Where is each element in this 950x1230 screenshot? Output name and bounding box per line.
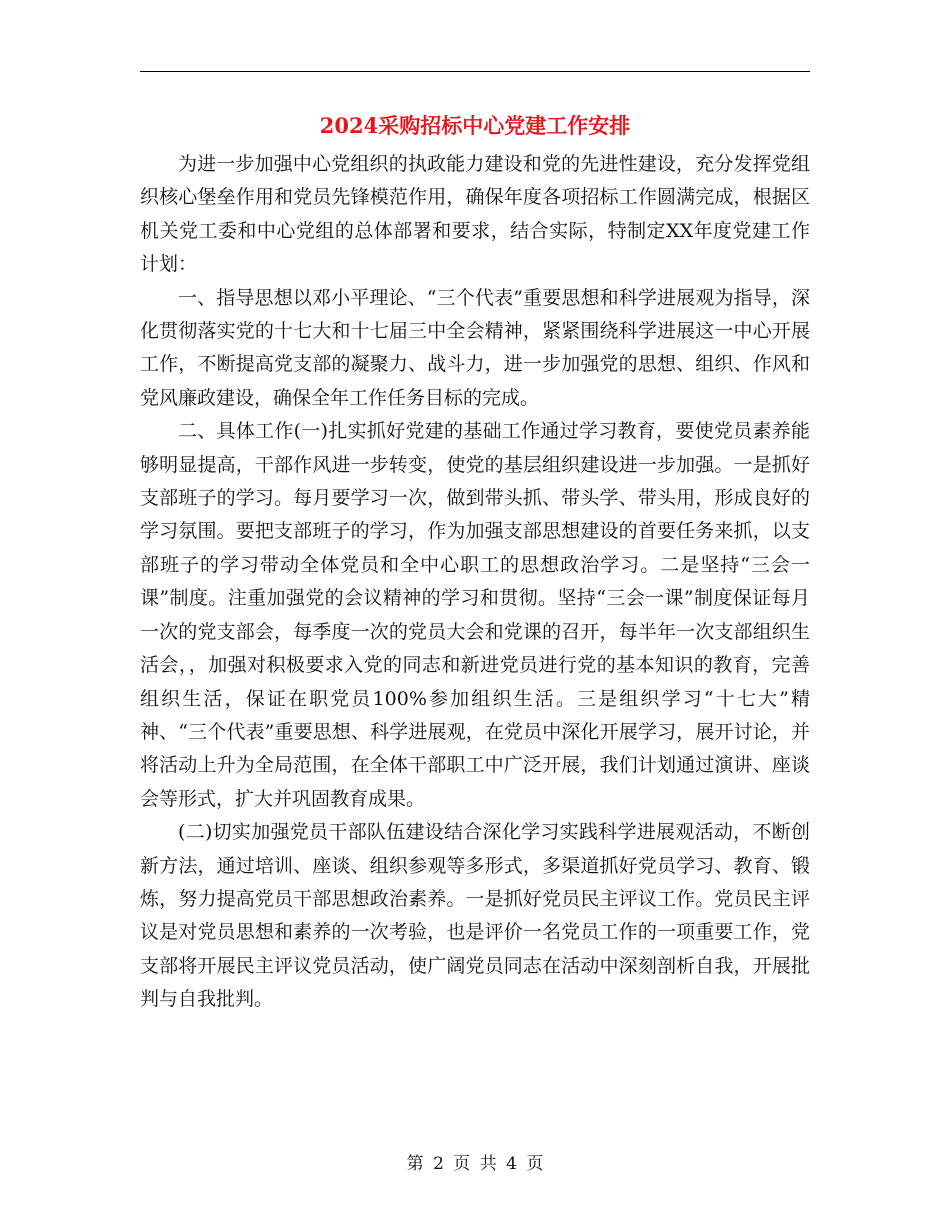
document-body	[140, 148, 810, 1017]
guiding-ideology-paragraph: 一、指导思想以邓小平理论、“三个代表”重要思想和科学进展观为指导，深化贯彻落实党的十七大和十七届三中全会精神，紧紧围绕科学进展这一中心开展工作，不断提高党支部的凝聚力、战斗力，进一步加强党的思想、组织、作风和党风廉政建设，确保全年工作任务目标的完成。	[140, 286, 810, 409]
document-title: 2024采购招标中心党建工作安排	[319, 113, 631, 138]
intro-paragraph: 为进一步加强中心党组织的执政能力建设和党的先进性建设，充分发挥党组织核心堡垒作用和党员先锋模范作用，确保年度各项招标工作圆满完成，根据区机关党工委和中心党组的总体部署和要求，结合实际，特制定XX年度党建工作计划：	[140, 153, 810, 276]
team-building-paragraph: (二)切实加强党员干部队伍建设结合深化学习实践科学进展观活动，不断创新方法，通过培训、座谈、组织参观等多形式，多渠道抓好党员学习、教育、锻炼，努力提高党员干部思想政治素养。一是抓好党员民主评议工作。党员民主评议是对党员思想和素养的一次考验，也是评价一名党员工作的一项重要工作，党支部将开展民主评议党员活动，使广阔党员同志在活动中深刻剖析自我，开展批判与自我批判。	[140, 821, 810, 1011]
header-rule	[140, 71, 810, 72]
page-number: 第 2 页 共 4 页	[406, 1154, 544, 1174]
specific-work-paragraph: 二、具体工作(一)扎实抓好党建的基础工作通过学习教育，要使党员素养能够明显提高，干部作风进一步转变，使党的基层组织建设进一步加强。一是抓好支部班子的学习。每月要学习一次，做到带头抓、带头学、带头用，形成良好的学习氛围。要把支部班子的学习，作为加强支部思想建设的首要任务来抓，以支部班子的学习带动全体党员和全中心职工的思想政治学习。二是坚持“三会一课”制度。注重加强党的会议精神的学习和贯彻。坚持“三会一课”制度保证每月一次的党支部会，每季度一次的党员大会和党课的召开，每半年一次支部组织生活会，，加强对积极要求入党的同志和新进党员进行党的基本知识的教育，完善组织生活，保证在职党员100%参加组织生活。三是组织学习“十七大”精神、“三个代表”重要思想、科学进展观，在党员中深化开展学习，展开讨论，并将活动上升为全局范围，在全体干部职工中广泛开展，我们计划通过演讲、座谈会等形式，扩大并巩固教育成果。	[140, 420, 810, 810]
